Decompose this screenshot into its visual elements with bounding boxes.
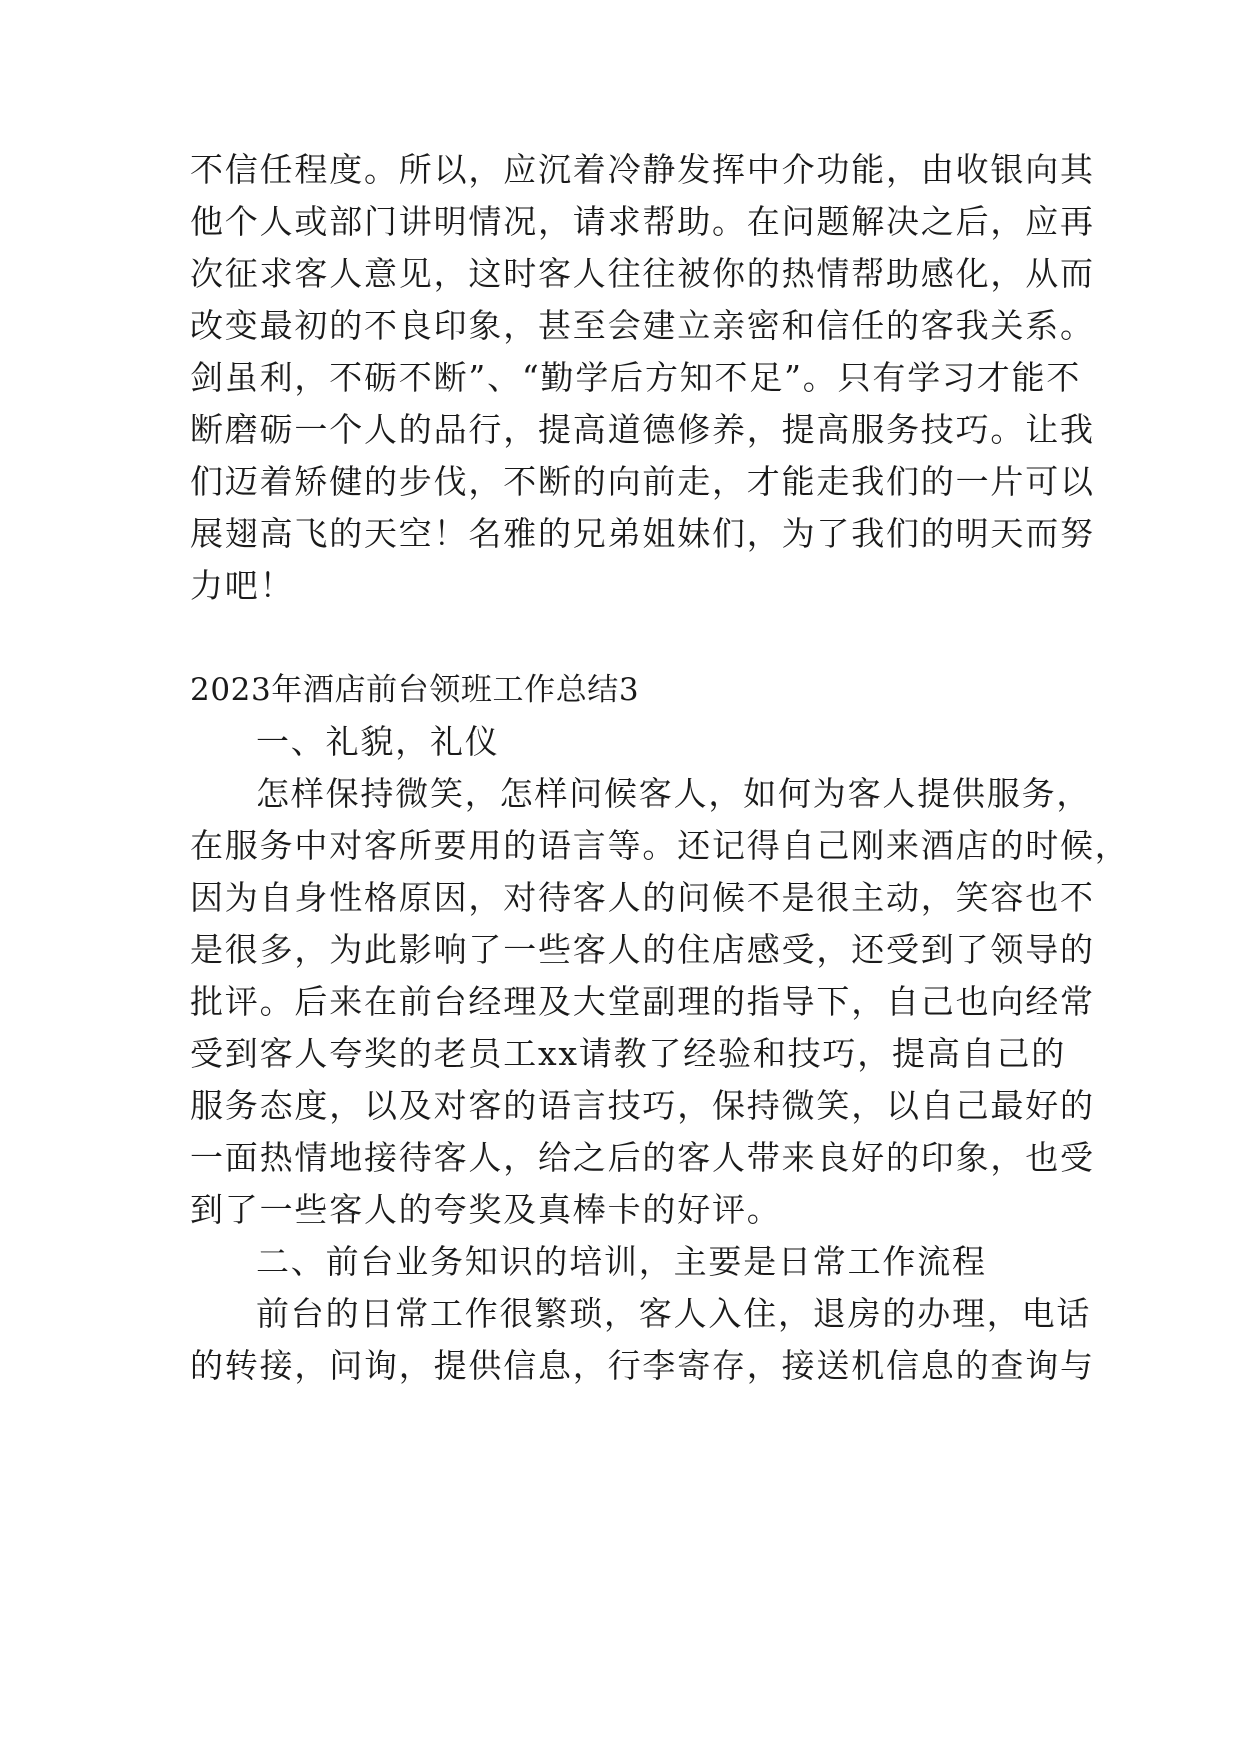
text-line: 次征求客人意见，这时客人往往被你的热情帮助感化，从而 <box>190 254 1095 293</box>
text-line: 因为自身性格原因，对待客人的问候不是很主动，笑容也不 <box>190 878 1095 917</box>
text-line: 的转接，问询，提供信息，行李寄存，接送机信息的查询与 <box>190 1346 1095 1385</box>
text-line: 展翅高飞的天空！名雅的兄弟姐妹们，为了我们的明天而努 <box>190 514 1095 553</box>
text-line: 批评。后来在前台经理及大堂副理的指导下，自己也向经常 <box>190 982 1095 1021</box>
text-line: 不信任程度。所以，应沉着冷静发挥中介功能，由收银向其 <box>190 150 1095 189</box>
section-title: 2023年酒店前台领班工作总结3 <box>190 672 640 708</box>
text-line: 怎样保持微笑，怎样问候客人，如何为客人提供服务， <box>256 774 1092 813</box>
text-line: 一面热情地接待客人，给之后的客人带来良好的印象，也受 <box>190 1138 1095 1177</box>
text-line: 们迈着矫健的步伐，不断的向前走，才能走我们的一片可以 <box>190 462 1095 501</box>
text-line: 力吧！ <box>190 566 295 605</box>
text-line: 在服务中对客所要用的语言等。还记得自己刚来酒店的时候， <box>190 826 1130 865</box>
text-line: 前台的日常工作很繁琐，客人入住，退房的办理，电话 <box>256 1294 1092 1333</box>
text-line: 到了一些客人的夸奖及真棒卡的好评。 <box>190 1190 782 1229</box>
text-line: 受到客人夸奖的老员工xx请教了经验和技巧，提高自己的 <box>190 1034 1067 1073</box>
text-line: 改变最初的不良印象，甚至会建立亲密和信任的客我关系。 <box>190 306 1095 345</box>
section-heading: 一、礼貌，礼仪 <box>256 722 500 761</box>
section-heading: 二、前台业务知识的培训，主要是日常工作流程 <box>256 1242 987 1281</box>
text-line: 是很多，为此影响了一些客人的住店感受，还受到了领导的 <box>190 930 1095 969</box>
text-line: 断磨砺一个人的品行，提高道德修养，提高服务技巧。让我 <box>190 410 1095 449</box>
text-line: 他个人或部门讲明情况，请求帮助。在问题解决之后，应再 <box>190 202 1095 241</box>
text-line: 服务态度，以及对客的语言技巧，保持微笑，以自己最好的 <box>190 1086 1095 1125</box>
text-line: 剑虽利，不砺不断”、“勤学后方知不足”。只有学习才能不 <box>190 358 1082 397</box>
